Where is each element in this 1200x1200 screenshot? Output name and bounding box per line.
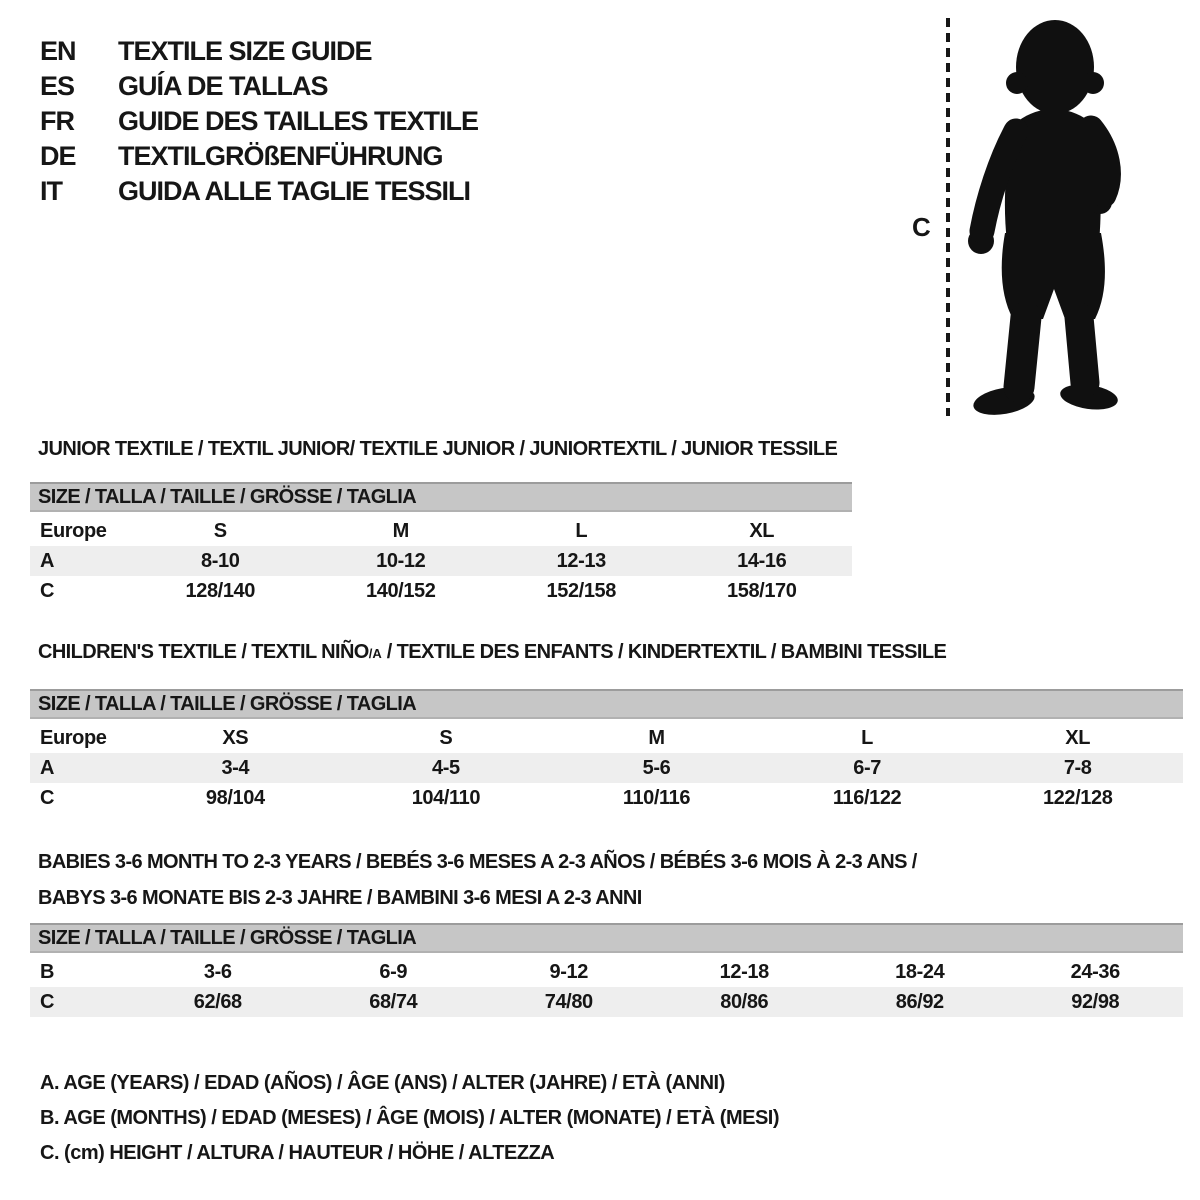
size-cell: L: [861, 726, 873, 749]
size-cell: 3-6: [203, 960, 232, 983]
language-title: GUIDA ALLE TAGLIE TESSILI: [118, 176, 470, 206]
row-label: C: [40, 579, 55, 602]
table-row: [30, 723, 1183, 753]
row-label: B: [40, 960, 55, 983]
language-row: [40, 139, 478, 174]
row-label: C: [40, 990, 55, 1013]
size-cell: XL: [749, 519, 775, 542]
heading-text: CHILDREN'S TEXTILE / TEXTIL NIÑO: [38, 641, 369, 663]
language-code: IT: [40, 176, 62, 206]
size-cell: 18-24: [895, 960, 945, 983]
language-code: ES: [40, 71, 75, 101]
size-header-bar: SIZE / TALLA / TAILLE / GRÖSSE / TAGLIA: [30, 482, 852, 512]
size-cell: 158/170: [727, 579, 797, 602]
measurement-legend: [40, 1066, 779, 1171]
language-row: [40, 34, 478, 69]
size-header-bar: SIZE / TALLA / TAILLE / GRÖSSE / TAGLIA: [30, 689, 1183, 719]
table-row: [30, 546, 852, 576]
babies-size-table: [30, 957, 1183, 1017]
size-cell: 7-8: [1063, 756, 1092, 779]
legend-line-b: B. AGE (MONTHS) / EDAD (MESES) / ÂGE (MOIS) / ALTER (MONATE) / ETÀ (MESI): [40, 1107, 780, 1129]
size-cell: 140/152: [366, 579, 436, 602]
language-row: [40, 104, 478, 139]
size-cell: 86/92: [895, 990, 944, 1013]
size-cell: 12-13: [556, 549, 606, 572]
size-cell: 9-12: [549, 960, 588, 983]
table-row: [30, 957, 1183, 987]
size-cell: 122/128: [1042, 786, 1113, 809]
row-label: Europe: [40, 519, 107, 542]
row-label: Europe: [40, 726, 107, 749]
size-cell: 92/98: [1071, 990, 1120, 1013]
toddler-silhouette-icon: [960, 15, 1145, 417]
section-heading: [38, 641, 1183, 665]
section-babies-textile: [30, 844, 1183, 1017]
size-cell: 68/74: [369, 990, 418, 1013]
language-title: GUÍA DE TALLAS: [118, 71, 328, 101]
size-cell: XS: [222, 726, 249, 749]
size-cell: XL: [1065, 726, 1091, 749]
height-dashed-line: [946, 18, 950, 416]
size-cell: S: [213, 519, 227, 542]
section-heading: [38, 844, 1183, 916]
size-cell: 6-9: [379, 960, 408, 983]
size-cell: 14-16: [737, 549, 787, 572]
section-junior-textile: [30, 438, 852, 606]
heading-text: / TEXTILE DES ENFANTS / KINDERTEXTIL / BAMBINI TESSILE: [381, 641, 947, 663]
size-cell: 80/86: [720, 990, 769, 1013]
size-header-bar: SIZE / TALLA / TAILLE / GRÖSSE / TAGLIA: [30, 923, 1183, 953]
language-code: DE: [40, 141, 76, 171]
size-cell: M: [392, 519, 409, 542]
size-cell: 98/104: [205, 786, 265, 809]
size-cell: 24-36: [1070, 960, 1120, 983]
section-heading: JUNIOR TEXTILE / TEXTIL JUNIOR/ TEXTILE JUNIOR / JUNIORTEXTIL / JUNIOR TESSILE: [38, 438, 838, 460]
table-row: [30, 783, 1183, 813]
legend-line-a: A. AGE (YEARS) / EDAD (AÑOS) / ÂGE (ANS) / ALTER (JAHRE) / ETÀ (ANNI): [40, 1072, 725, 1094]
junior-size-table: [30, 516, 852, 606]
heading-line-2: BABYS 3-6 MONATE BIS 2-3 JAHRE / BAMBINI 3-6 MESI A 2-3 ANNI: [38, 887, 642, 909]
size-cell: M: [648, 726, 665, 749]
size-cell: 4-5: [432, 756, 460, 779]
language-code: FR: [40, 106, 74, 136]
row-label: A: [40, 549, 55, 572]
size-cell: 8-10: [201, 549, 240, 572]
heading-line-1: BABIES 3-6 MONTH TO 2-3 YEARS / BEBÉS 3-6 MESES A 2-3 AÑOS / BÉBÉS 3-6 MOIS À 2-3 ANS /: [38, 851, 917, 873]
size-cell: 152/158: [546, 579, 616, 602]
size-cell: 116/122: [832, 786, 902, 809]
size-cell: 62/68: [193, 990, 242, 1013]
size-cell: 74/80: [544, 990, 593, 1013]
size-cell: 12-18: [719, 960, 769, 983]
language-title: TEXTILE SIZE GUIDE: [118, 36, 372, 66]
size-cell: 6-7: [853, 756, 881, 779]
size-cell: 110/116: [622, 786, 691, 809]
children-size-table: [30, 723, 1183, 813]
language-row: [40, 174, 478, 209]
heading-subscript: /A: [368, 646, 382, 661]
language-code: EN: [40, 36, 76, 66]
table-row: [30, 753, 1183, 783]
row-label: A: [40, 756, 55, 779]
section-childrens-textile: [30, 641, 1183, 813]
language-header: [40, 34, 478, 209]
size-cell: 10-12: [376, 549, 426, 572]
size-cell: 3-4: [221, 756, 250, 779]
size-cell: L: [575, 519, 588, 542]
row-label: C: [40, 786, 55, 809]
language-row: [40, 69, 478, 104]
table-row: [30, 987, 1183, 1017]
legend-line-c: C. (cm) HEIGHT / ALTURA / HAUTEUR / HÖHE / ALTEZZA: [40, 1142, 555, 1164]
language-title: TEXTILGRÖßENFÜHRUNG: [118, 141, 443, 171]
table-row: [30, 516, 852, 546]
height-measure-label: C: [912, 212, 931, 242]
size-cell: S: [439, 726, 453, 749]
size-cell: 104/110: [411, 786, 481, 809]
size-cell: 128/140: [185, 579, 255, 602]
size-cell: 5-6: [642, 756, 671, 779]
language-title: GUIDE DES TAILLES TEXTILE: [118, 106, 479, 136]
table-row: [30, 576, 852, 606]
